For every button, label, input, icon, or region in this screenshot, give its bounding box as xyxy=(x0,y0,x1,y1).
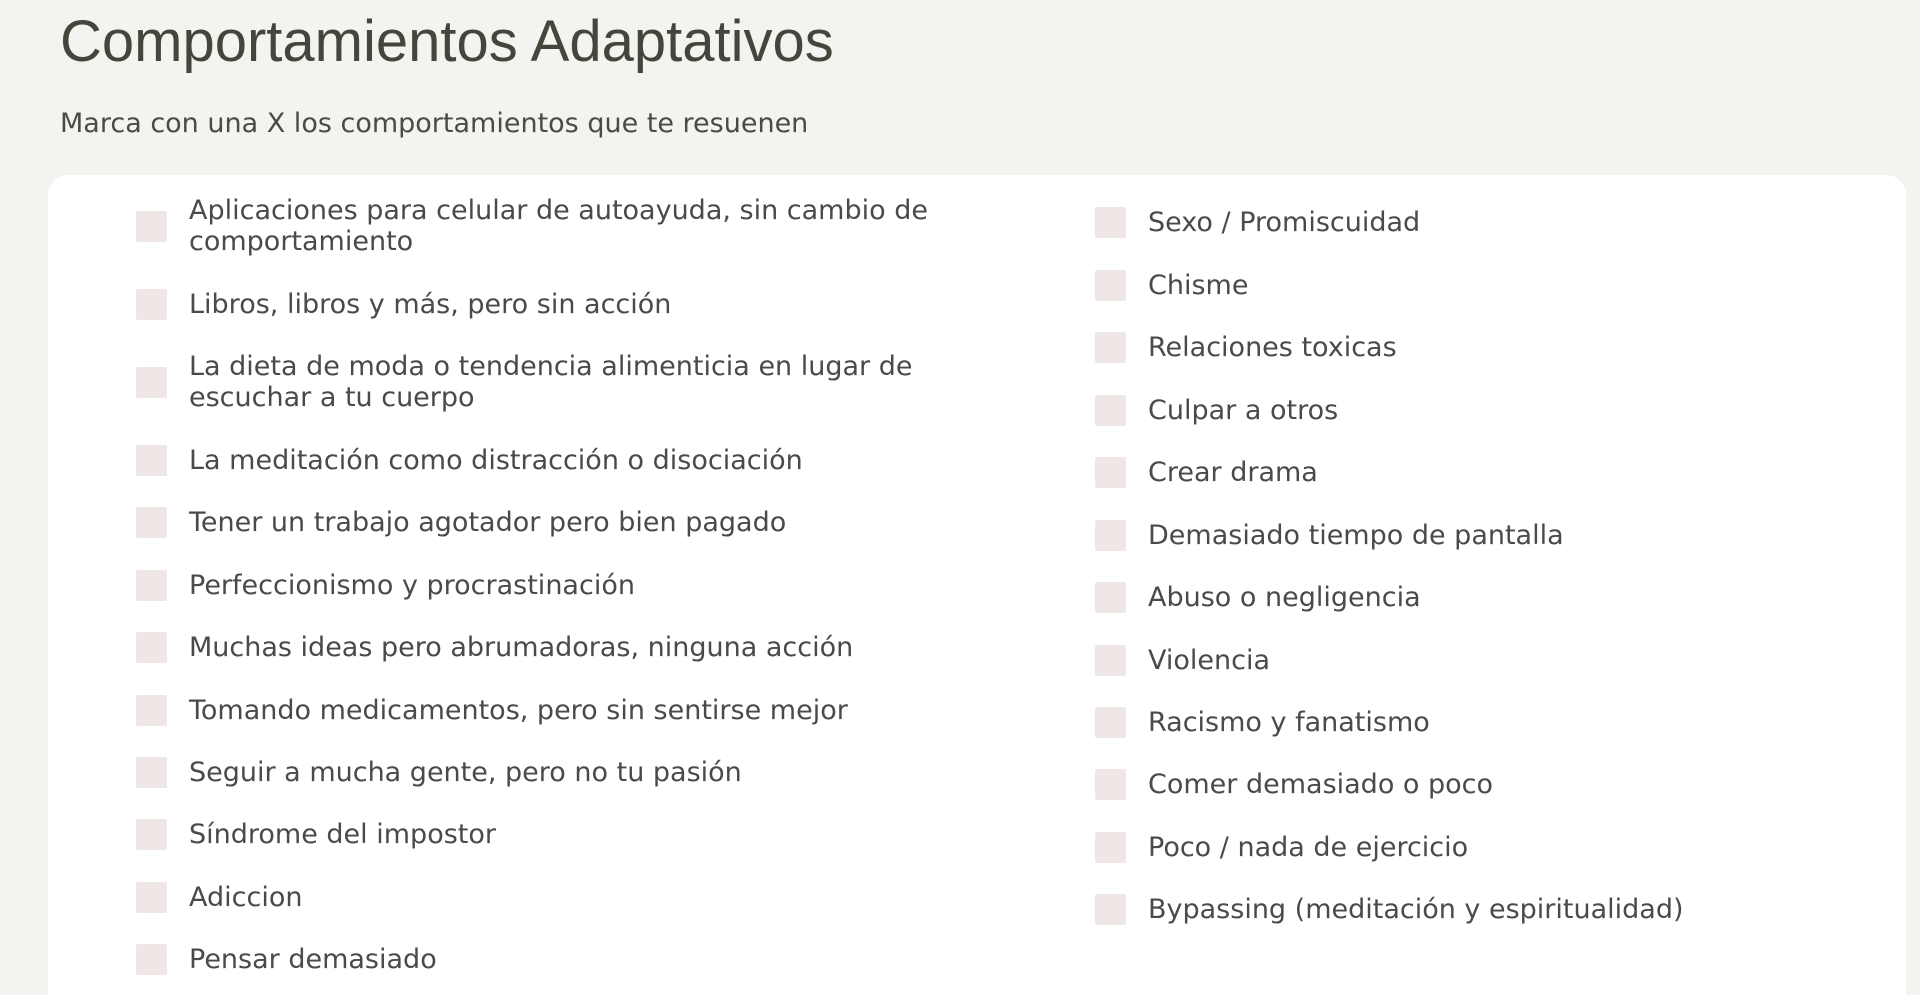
checklist-item[interactable] xyxy=(1095,520,1564,551)
checkbox[interactable] xyxy=(1095,894,1126,925)
checklist-item-label: Pensar demasiado xyxy=(189,944,437,975)
checklist-item[interactable] xyxy=(1095,207,1420,238)
checklist-item-label: Violencia xyxy=(1148,645,1271,676)
checklist-item-label: Síndrome del impostor xyxy=(189,819,496,850)
checkbox[interactable] xyxy=(136,367,167,398)
checklist-item[interactable] xyxy=(136,819,496,850)
checkbox[interactable] xyxy=(136,882,167,913)
checklist-item[interactable] xyxy=(136,570,635,601)
checklist-item-label: Bypassing (meditación y espiritualidad) xyxy=(1148,894,1684,925)
checkbox[interactable] xyxy=(1095,769,1126,800)
checkbox[interactable] xyxy=(136,289,167,320)
checklist-item-label: Muchas ideas pero abrumadoras, ninguna acción xyxy=(189,632,854,663)
checkbox[interactable] xyxy=(1095,207,1126,238)
checklist-item[interactable] xyxy=(136,882,302,913)
checklist-item-label: Sexo / Promiscuidad xyxy=(1148,207,1421,238)
checkbox[interactable] xyxy=(136,507,167,538)
checklist-card xyxy=(48,175,1906,995)
checklist-item[interactable] xyxy=(1095,707,1430,738)
checklist-item[interactable] xyxy=(1095,894,1684,925)
checkbox[interactable] xyxy=(136,570,167,601)
checklist-item-label: Chisme xyxy=(1148,270,1249,301)
checklist-item-label: Tomando medicamentos, pero sin sentirse mejor xyxy=(189,695,848,726)
checklist-item-label: Comer demasiado o poco xyxy=(1148,769,1494,800)
checklist-item-label: La meditación como distracción o disociación xyxy=(189,445,803,476)
checklist-item-label: Tener un trabajo agotador pero bien pagado xyxy=(189,507,787,538)
checkbox[interactable] xyxy=(136,757,167,788)
checklist-item-label: Seguir a mucha gente, pero no tu pasión xyxy=(189,757,742,788)
checklist-item[interactable] xyxy=(136,195,989,257)
checkbox[interactable] xyxy=(136,445,167,476)
checklist-item[interactable] xyxy=(1095,270,1248,301)
checklist-item-label: Racismo y fanatismo xyxy=(1148,707,1430,738)
checklist-item-label: Perfeccionismo y procrastinación xyxy=(189,570,635,601)
checkbox[interactable] xyxy=(1095,707,1126,738)
checklist-item-label: Libros, libros y más, pero sin acción xyxy=(189,289,672,320)
checklist-item-label: Poco / nada de ejercicio xyxy=(1148,832,1469,863)
checkbox[interactable] xyxy=(136,944,167,975)
checklist-item-label: Crear drama xyxy=(1148,457,1318,488)
checklist-item[interactable] xyxy=(1095,457,1318,488)
page-subtitle: Marca con una X los comportamientos que te resuenen xyxy=(60,108,809,139)
page-title: Comportamientos Adaptativos xyxy=(60,9,834,74)
checklist-item[interactable] xyxy=(136,632,853,663)
checklist-item[interactable] xyxy=(1095,582,1421,613)
checklist-item[interactable] xyxy=(136,445,803,476)
checklist-item[interactable] xyxy=(136,351,989,413)
checklist-item-label: Aplicaciones para celular de autoayuda, sin cambio de comportamiento xyxy=(189,195,928,257)
checkbox[interactable] xyxy=(136,211,167,242)
checklist-item-label: Adiccion xyxy=(189,882,303,913)
checklist-item[interactable] xyxy=(136,757,742,788)
checklist-item[interactable] xyxy=(1095,769,1493,800)
checklist-item[interactable] xyxy=(136,507,786,538)
checklist-item[interactable] xyxy=(1095,395,1338,426)
checklist-item[interactable] xyxy=(136,944,437,975)
checkbox[interactable] xyxy=(136,695,167,726)
checklist-item-label: Demasiado tiempo de pantalla xyxy=(1148,520,1564,551)
checklist-item-label: La dieta de moda o tendencia alimenticia en lugar de escuchar a tu cuerpo xyxy=(189,351,913,413)
checkbox[interactable] xyxy=(136,819,167,850)
checkbox[interactable] xyxy=(1095,645,1126,676)
checkbox[interactable] xyxy=(136,632,167,663)
checkbox[interactable] xyxy=(1095,582,1126,613)
checklist-item-label: Abuso o negligencia xyxy=(1148,582,1421,613)
checklist-item[interactable] xyxy=(136,289,671,320)
checkbox[interactable] xyxy=(1095,832,1126,863)
checklist-item[interactable] xyxy=(1095,645,1270,676)
checkbox[interactable] xyxy=(1095,270,1126,301)
checklist-item[interactable] xyxy=(1095,332,1397,363)
checklist-item-label: Relaciones toxicas xyxy=(1148,332,1397,363)
checklist-item[interactable] xyxy=(136,695,848,726)
checkbox[interactable] xyxy=(1095,457,1126,488)
checkbox[interactable] xyxy=(1095,520,1126,551)
checklist-item[interactable] xyxy=(1095,832,1468,863)
checklist-item-label: Culpar a otros xyxy=(1148,395,1339,426)
checkbox[interactable] xyxy=(1095,332,1126,363)
checkbox[interactable] xyxy=(1095,395,1126,426)
